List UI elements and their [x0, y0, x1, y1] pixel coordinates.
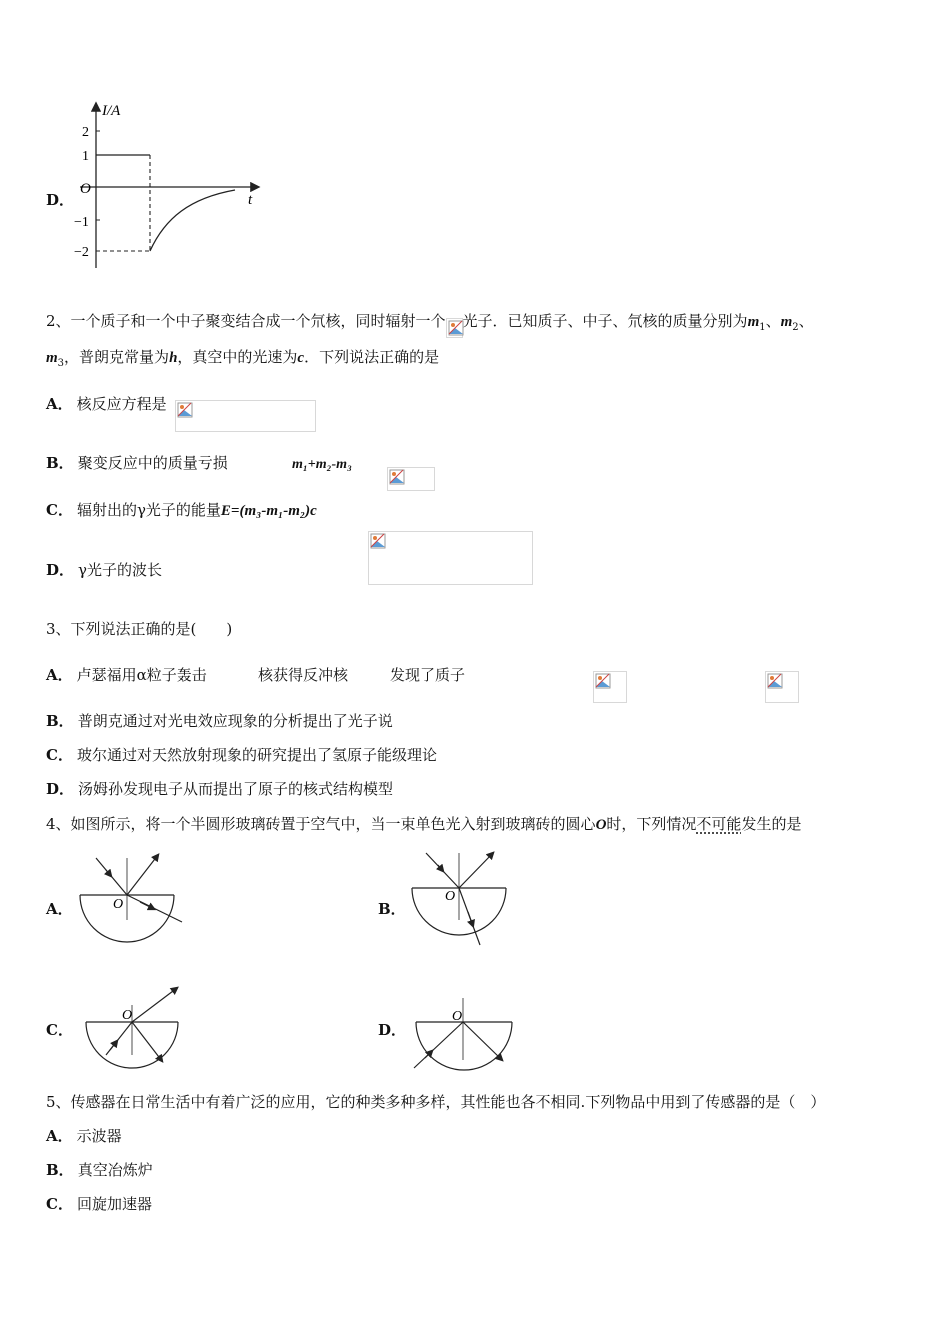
q2-option-b: B． 聚变反应中的质量亏损: [46, 454, 228, 472]
broken-image-icon: [368, 531, 533, 585]
broken-image-icon: [175, 400, 316, 432]
tick-label: 1: [82, 149, 89, 164]
broken-image-icon: [387, 467, 435, 491]
q4-option-b-label: B．: [378, 900, 406, 918]
q2-option-c: C． 辐射出的γ光子的能量E=(m₃-m₁-m₂)c: [46, 501, 317, 519]
svg-text:O: O: [113, 897, 124, 912]
q5-stem: 5、传感器在日常生活中有着广泛的应用，它的种类多种多样，其性能也各不相同.下列物品中用到了传感器的是（ ）: [46, 1093, 826, 1111]
q2-stem-line2: $m_3$，普朗克常量为h，真空中的光速为c．下列说法正确的是: [46, 348, 440, 369]
tick-label: −1: [74, 215, 89, 230]
emphasis-dotted: 不可能: [696, 815, 742, 833]
q3-option-a-part3: 发现了质子: [390, 666, 466, 684]
q3-option-b: B． 普朗克通过对光电效应现象的分析提出了光子说: [46, 712, 393, 730]
q2-option-a: A． 核反应方程是: [46, 395, 167, 413]
broken-image-icon: [446, 318, 463, 338]
q4-diagram-a: [78, 850, 188, 945]
q4-option-d-label: D．: [378, 1021, 407, 1039]
q3-option-a-part2: 核获得反冲核: [258, 666, 349, 684]
q5-option-a: A． 示波器: [46, 1127, 122, 1145]
q3-option-c: C． 玻尔通过对天然放射现象的研究提出了氢原子能级理论: [46, 746, 437, 764]
q4-stem: 4、如图所示，将一个半圆形玻璃砖置于空气中，当一束单色光入射到玻璃砖的圆心O时，下列情况不可能发生的是: [46, 815, 802, 833]
tick-label: 2: [82, 125, 89, 140]
q4-option-c-label: C．: [46, 1021, 73, 1039]
q2-stem-line1: 2、一个质子和一个中子聚变结合成一个氘核，同时辐射一个 光子．已知质子、中子、氘核的质量分别为$m_1$、$m_2$、: [46, 311, 814, 338]
option-label: D．: [46, 191, 75, 209]
q4-diagram-d: [410, 990, 520, 1075]
svg-text:O: O: [122, 1008, 133, 1023]
q3-option-a: A． 卢瑟福用α粒子轰击: [46, 666, 207, 684]
svg-text:O: O: [445, 889, 456, 904]
decay-curve: [150, 190, 235, 251]
energy-formula: E=(m₃-m₁-m₂)c: [220, 503, 317, 519]
q3-stem: 3、下列说法正确的是( ): [46, 620, 233, 638]
tick-label: −2: [74, 245, 89, 260]
q5-option-c: C． 回旋加速器: [46, 1195, 152, 1213]
q4-option-a-label: A．: [46, 900, 73, 918]
broken-image-icon: [765, 671, 799, 703]
broken-image-icon: [593, 671, 627, 703]
q3-option-d: D． 汤姆孙发现电子从而提出了原子的核式结构模型: [46, 780, 394, 798]
y-axis-label: I/A: [102, 103, 121, 119]
q5-option-b: B． 真空冶炼炉: [46, 1161, 153, 1179]
svg-text:O: O: [452, 1009, 463, 1024]
q2-option-d: D． γ光子的波长: [46, 561, 162, 579]
mass-defect-formula: m₁+m₂-m₃: [292, 457, 352, 472]
current-time-graph: [70, 98, 270, 273]
origin-label: O: [80, 181, 91, 197]
q4-diagram-c: [82, 985, 192, 1075]
q4-diagram-b: [410, 850, 520, 950]
x-axis-label: t: [248, 192, 253, 208]
